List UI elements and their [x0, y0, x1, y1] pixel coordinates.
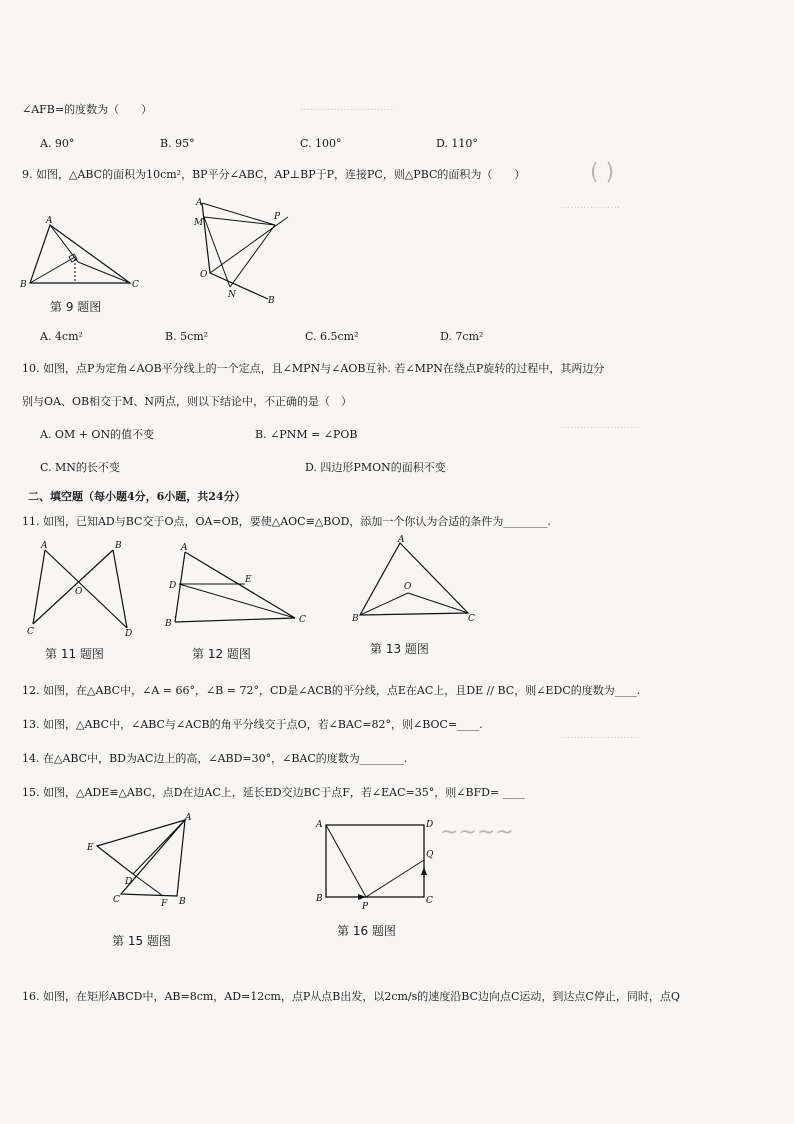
- q12-caption: 第 12 题图: [192, 647, 251, 661]
- q11-label-a: A: [41, 541, 48, 551]
- bleed-through-text: ‥‥‥‥‥‥‥‥‥‥‥‥: [560, 730, 641, 741]
- q10-option-a: A. OM + ON的值不变: [40, 428, 155, 441]
- q10-option-d: D. 四边形PMON的面积不变: [305, 461, 446, 474]
- q8-option-c: C. 100°: [300, 137, 342, 150]
- handwriting-mark: ~~~~: [440, 820, 514, 845]
- q8-option-d: D. 110°: [436, 137, 478, 150]
- q15-label-c: C: [113, 895, 120, 905]
- q10-option-c: C. MN的长不变: [40, 461, 120, 474]
- q9-label-b: B: [20, 280, 27, 290]
- q9-option-c: C. 6.5cm²: [305, 330, 359, 343]
- q9r-label-b: B: [268, 296, 275, 306]
- q11-label-c: C: [27, 627, 34, 637]
- q15-label-a: A: [185, 813, 192, 823]
- q12-label-b: B: [165, 619, 172, 629]
- q15-label-d: D: [125, 877, 133, 887]
- q16-label-c: C: [426, 896, 433, 906]
- q15-caption: 第 15 题图: [112, 934, 171, 948]
- q16-label-a: A: [316, 820, 323, 830]
- q11-label-o: O: [75, 587, 83, 597]
- section-2-heading: 二、填空题（每小题4分，6小题，共24分）: [28, 490, 246, 503]
- q8-option-b: B. 95°: [160, 137, 195, 150]
- q16-stem: 16. 如图，在矩形ABCD中，AB=8cm，AD=12cm，点P从点B出发，以2cm/s的速度沿BC边向点C运动，到达点C停止，同时，点Q: [22, 990, 680, 1003]
- q15-stem: 15. 如图，△ADE≌△ABC，点D在边AC上，延长ED交边BC于点F，若∠EAC=35°，则∠BFD= ____: [22, 786, 525, 799]
- q16-label-q: Q: [426, 850, 434, 860]
- q15-label-b: B: [179, 897, 186, 907]
- q13-stem: 13. 如图，△ABC中，∠ABC与∠ACB的角平分线交于点O，若∠BAC=82°，则∠BOC=____.: [22, 718, 483, 731]
- q11-caption: 第 11 题图: [45, 647, 104, 661]
- q16-label-b: B: [316, 894, 323, 904]
- q16-figure: [312, 815, 442, 910]
- q11-stem: 11. 如图，已知AD与BC交于O点，OA=OB，要使△AOC≌△BOD，添加一个你认为合适的条件为________.: [22, 515, 551, 528]
- q12-stem: 12. 如图，在△ABC中，∠A = 66°，∠B = 72°，CD是∠ACB的平分线，点E在AC上，且DE // BC，则∠EDC的度数为____.: [22, 684, 641, 697]
- q9r-label-m: M: [194, 218, 204, 228]
- q9r-label-n: N: [228, 290, 236, 300]
- q11-label-d: D: [125, 629, 133, 639]
- q12-label-a: A: [181, 543, 188, 553]
- bleed-through-text: ‥‥‥‥‥‥‥‥‥: [560, 200, 621, 211]
- q11-figure: [25, 540, 135, 640]
- q16-label-d: D: [426, 820, 434, 830]
- q9-caption: 第 9 题图: [50, 300, 102, 314]
- q13-figure: [350, 535, 480, 625]
- q15-figure: [85, 812, 195, 907]
- handwriting-mark: ( ): [590, 160, 615, 185]
- q12-label-c: C: [299, 615, 306, 625]
- q9-figure-left: [20, 215, 150, 295]
- q8-stem: ∠AFB=的度数为（ ）: [22, 103, 153, 116]
- q9-label-a: A: [46, 216, 53, 226]
- q9-stem: 9. 如图，△ABC的面积为10cm²，BP平分∠ABC，AP⊥BP于P，连接PC，则△PBC的面积为（ ）: [22, 168, 526, 181]
- q9r-label-o: O: [200, 270, 208, 280]
- q8-option-a: A. 90°: [40, 137, 75, 150]
- q15-label-e: E: [87, 843, 94, 853]
- q9r-label-p: P: [274, 212, 281, 222]
- q13-label-o: O: [404, 582, 412, 592]
- q13-label-a: A: [398, 535, 405, 545]
- q10-stem-line2: 别与OA、OB相交于M、N两点，则以下结论中，不正确的是（ ）: [22, 395, 352, 408]
- q11-label-b: B: [115, 541, 122, 551]
- bleed-through-text: ‥‥‥‥‥‥‥‥‥‥‥‥‥‥: [300, 102, 394, 113]
- q13-label-c: C: [468, 614, 475, 624]
- q14-stem: 14. 在△ABC中，BD为AC边上的高，∠ABD=30°，∠BAC的度数为________.: [22, 752, 408, 765]
- q13-label-b: B: [352, 614, 359, 624]
- q9r-label-a: A: [196, 198, 203, 208]
- q9-option-d: D. 7cm²: [440, 330, 484, 343]
- q16-label-p: P: [362, 902, 369, 912]
- q9-option-b: B. 5cm²: [165, 330, 209, 343]
- q12-figure: [165, 540, 315, 630]
- q9-option-a: A. 4cm²: [40, 330, 83, 343]
- q10-stem-line1: 10. 如图，点P为定角∠AOB平分线上的一个定点，且∠MPN与∠AOB互补. 若∠MPN在绕点P旋转的过程中，其两边分: [22, 362, 605, 375]
- q12-label-e: E: [245, 575, 252, 585]
- q10-option-b: B. ∠PNM = ∠POB: [255, 428, 358, 441]
- q9-figure-right: [190, 195, 300, 305]
- q16-caption: 第 16 题图: [337, 924, 396, 938]
- q13-caption: 第 13 题图: [370, 642, 429, 656]
- q9-label-c: C: [132, 280, 139, 290]
- q12-label-d: D: [169, 581, 177, 591]
- q15-label-f: F: [161, 899, 168, 909]
- bleed-through-text: ‥‥‥‥‥‥‥‥‥‥‥‥: [560, 420, 641, 431]
